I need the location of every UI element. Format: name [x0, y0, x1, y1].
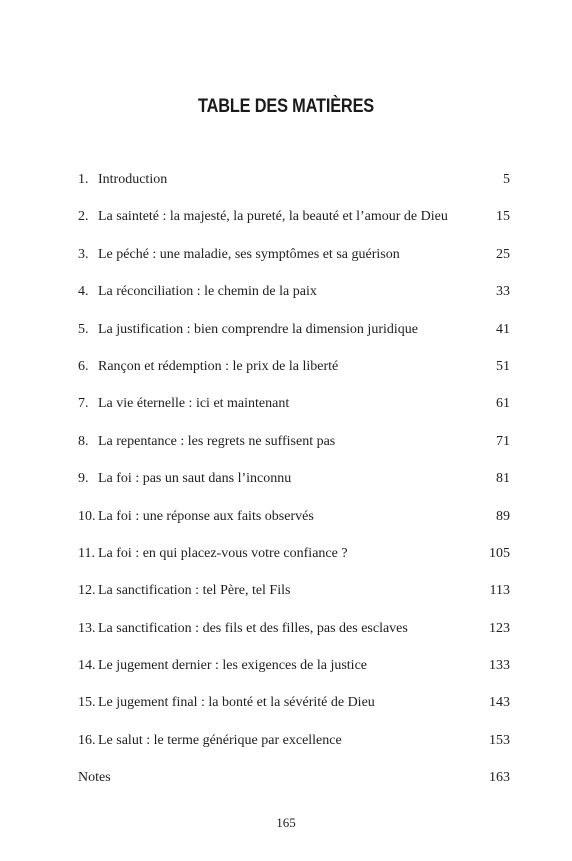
entry-page: 133 [489, 658, 510, 674]
toc-entry [78, 693, 510, 730]
toc-entry [78, 207, 510, 244]
page-number: 165 [276, 815, 296, 830]
toc-entry-notes [78, 768, 510, 805]
entry-page: 81 [496, 471, 510, 487]
table-of-contents [78, 170, 510, 806]
entry-number: 6. [78, 358, 89, 374]
entry-page: 15 [496, 209, 510, 225]
entry-page: 105 [489, 545, 510, 561]
entry-number: 2. [78, 209, 89, 225]
entry-number: 1. [78, 172, 89, 187]
entry-page: 153 [489, 732, 510, 748]
entry-page: 89 [496, 508, 510, 524]
entry-number: 13. [78, 620, 96, 636]
entry-number: 8. [78, 433, 89, 449]
entry-page: 61 [496, 396, 510, 412]
entry-title: La foi : pas un saut dans l’inconnu [98, 471, 292, 487]
entry-page: 71 [496, 433, 510, 449]
entry-page: 51 [496, 358, 510, 374]
entry-page: 33 [496, 284, 510, 300]
entry-title: Le péché : une maladie, ses symptômes et sa guérison [98, 246, 400, 262]
toc-entry [78, 245, 510, 282]
entry-title: Le salut : le terme générique par excellence [98, 732, 342, 748]
notes-title: Notes [78, 770, 111, 786]
entry-title: Le jugement dernier : les exigences de la justice [98, 658, 368, 674]
toc-entry [78, 469, 510, 506]
entry-title: La justification : bien comprendre la dimension juridique [98, 321, 418, 337]
toc-entry [78, 507, 510, 544]
toc-entry [78, 357, 510, 394]
entry-title: La foi : en qui placez-vous votre confiance ? [98, 545, 348, 561]
entry-number: 9. [78, 471, 89, 487]
toc-entry [78, 619, 510, 656]
entry-title: La repentance : les regrets ne suffisent pas [98, 433, 336, 449]
entry-number: 12. [78, 583, 96, 599]
entry-title: La sanctification : des fils et des filles, pas des esclaves [98, 620, 408, 636]
entry-title: La réconciliation : le chemin de la paix [98, 284, 317, 300]
entry-number: 10. [78, 508, 96, 524]
entry-title: Le jugement final : la bonté et la sévérité de Dieu [98, 695, 375, 711]
entry-number: 4. [78, 284, 89, 300]
entry-title: La vie éternelle : ici et maintenant [98, 396, 290, 412]
entry-page: 41 [496, 321, 510, 337]
notes-page: 163 [489, 770, 510, 786]
entry-number: 11. [78, 545, 95, 561]
toc-entry [78, 656, 510, 693]
entry-title: La foi : une réponse aux faits observés [98, 508, 314, 524]
toc-entry [78, 282, 510, 319]
toc-entry [78, 394, 510, 431]
entry-title: La sainteté : la majesté, la pureté, la beauté et l’amour de Dieu [98, 209, 448, 225]
entry-number: 5. [78, 321, 89, 337]
toc-entry [78, 581, 510, 618]
entry-number: 15. [78, 695, 96, 711]
entry-page: 25 [496, 246, 510, 262]
toc-entry [78, 320, 510, 357]
entry-page: 5 [503, 172, 510, 187]
toc-entry [78, 544, 510, 581]
entry-page: 143 [489, 695, 510, 711]
entry-page: 123 [489, 620, 510, 636]
entry-title: La sanctification : tel Père, tel Fils [98, 583, 291, 599]
entry-title: Introduction [98, 172, 168, 187]
page-title: TABLE DES MATIÈRES [197, 96, 375, 117]
entry-number: 16. [78, 732, 96, 748]
toc-entry [78, 731, 510, 768]
toc-entry [78, 170, 510, 207]
entry-number: 14. [78, 658, 96, 674]
toc-entry [78, 432, 510, 469]
entry-page: 113 [489, 583, 510, 599]
entry-number: 7. [78, 396, 89, 412]
entry-number: 3. [78, 246, 89, 262]
entry-title: Rançon et rédemption : le prix de la liberté [98, 358, 339, 374]
